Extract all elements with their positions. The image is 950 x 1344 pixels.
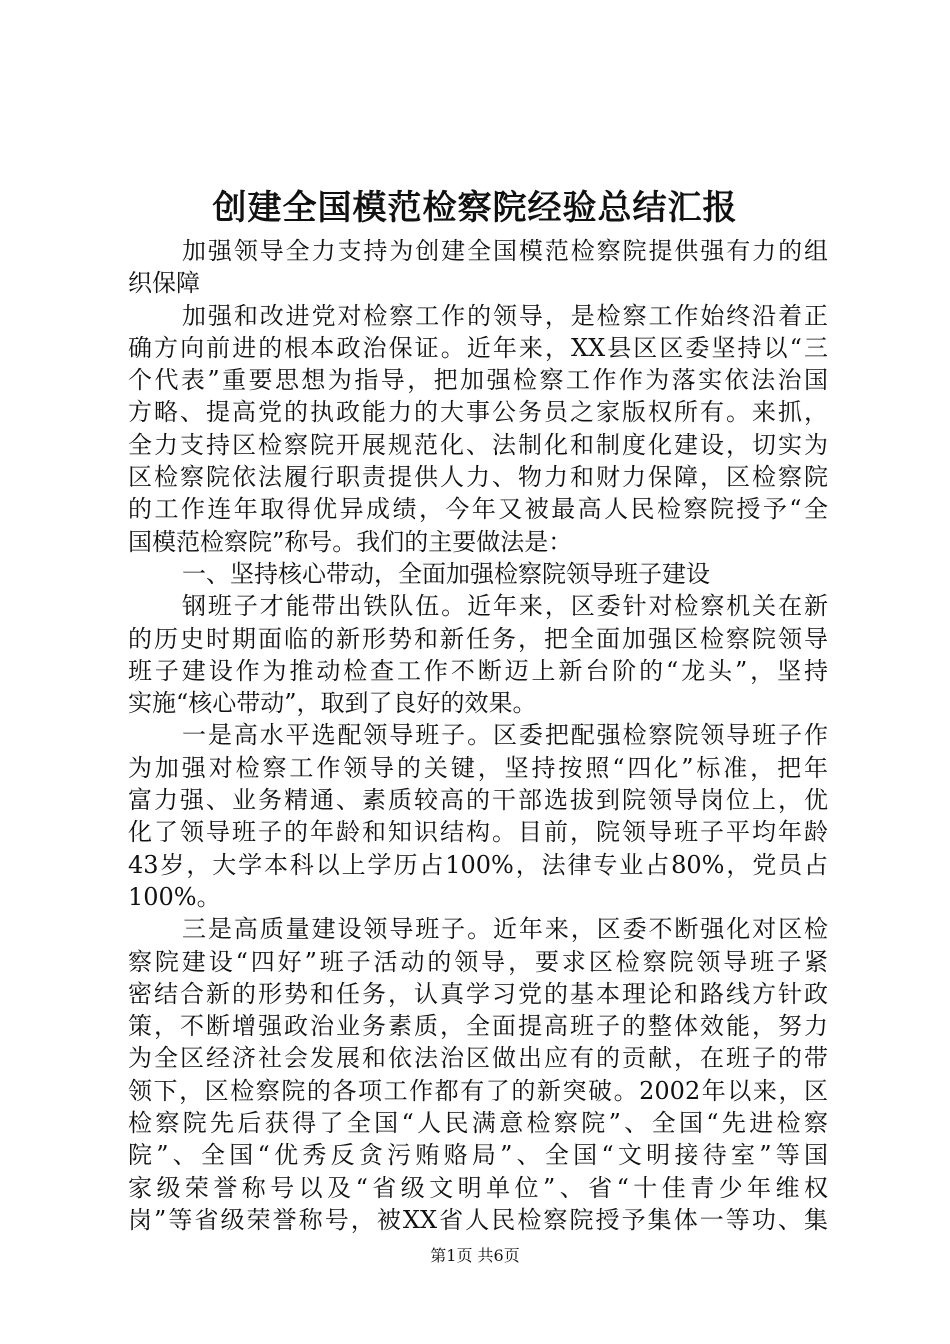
text-line: 为加强对检察工作领导的关键，坚持按照“四化”标准，把年 (128, 753, 828, 782)
text-line: 班子建设作为推动检查工作不断迈上新台阶的“龙头”，坚持 (128, 656, 828, 685)
text-line: 院”、全国“优秀反贪污贿赂局”、全国“文明接待室”等国 (128, 1141, 828, 1170)
text-line: 家级荣誉称号以及“省级文明单位”、省“十佳青少年维权 (128, 1173, 828, 1202)
text-line: 岗”等省级荣誉称号，被XX省人民检察院授予集体一等功、集 (128, 1205, 828, 1234)
document-body (128, 235, 828, 1236)
text-line: 察院建设“四好”班子活动的领导，要求区检察院领导班子紧 (128, 947, 828, 976)
text-line: 实施“核心带动”，取到了良好的效果。 (128, 689, 537, 718)
text-line: 一、坚持核心带动，全面加强检察院领导班子建设 (182, 559, 710, 588)
text-line: 策，不断增强政治业务素质，全面提高班子的整体效能，努力 (128, 1012, 828, 1041)
text-line: 区检察院依法履行职责提供人力、物力和财力保障，区检察院 (128, 463, 828, 492)
text-line: 富力强、业务精通、素质较高的干部选拔到院领导岗位上，优 (128, 786, 828, 815)
page-footer: 第1页 共6页 (430, 1246, 520, 1265)
text-line: 43岁，大学本科以上学历占100%，法律专业占80%，党员占 (128, 850, 828, 879)
text-line: 全力支持区检察院开展规范化、法制化和制度化建设，切实为 (128, 430, 828, 459)
text-line: 的历史时期面临的新形势和新任务，把全面加强区检察院领导 (128, 624, 828, 653)
text-line: 确方向前进的根本政治保证。近年来，XX县区区委坚持以“三 (128, 333, 828, 362)
text-line: 加强和改进党对检察工作的领导，是检察工作始终沿着正 (182, 301, 828, 330)
text-line: 100%。 (128, 882, 221, 911)
text-line: 为全区经济社会发展和依法治区做出应有的贡献，在班子的带 (128, 1044, 828, 1073)
text-line: 的工作连年取得优异成绩，今年又被最高人民检察院授予“全 (128, 495, 828, 524)
page-title: 创建全国模范检察院经验总结汇报 (212, 188, 738, 228)
text-line: 国模范检察院”称号。我们的主要做法是： (128, 527, 573, 556)
text-line: 钢班子才能带出铁队伍。近年来，区委针对检察机关在新 (182, 592, 828, 621)
text-line: 化了领导班子的年龄和知识结构。目前，院领导班子平均年龄 (128, 818, 828, 847)
text-line: 密结合新的形势和任务，认真学习党的基本理论和路线方针政 (128, 979, 828, 1008)
text-line: 方略、提高党的执政能力的大事公务员之家版权所有。来抓， (128, 398, 828, 427)
text-line: 检察院先后获得了全国“人民满意检察院”、全国“先进检察 (128, 1109, 828, 1138)
text-line: 加强领导全力支持为创建全国模范检察院提供强有力的组 (182, 237, 828, 265)
text-line: 个代表”重要思想为指导，把加强检察工作作为落实依法治国 (128, 366, 828, 395)
text-line: 一是高水平选配领导班子。区委把配强检察院领导班子作 (182, 721, 828, 750)
text-line: 织保障 (128, 269, 200, 298)
text-line: 三是高质量建设领导班子。近年来，区委不断强化对区检 (182, 915, 828, 944)
text-line: 领下，区检察院的各项工作都有了的新突破。2002年以来，区 (128, 1076, 828, 1105)
